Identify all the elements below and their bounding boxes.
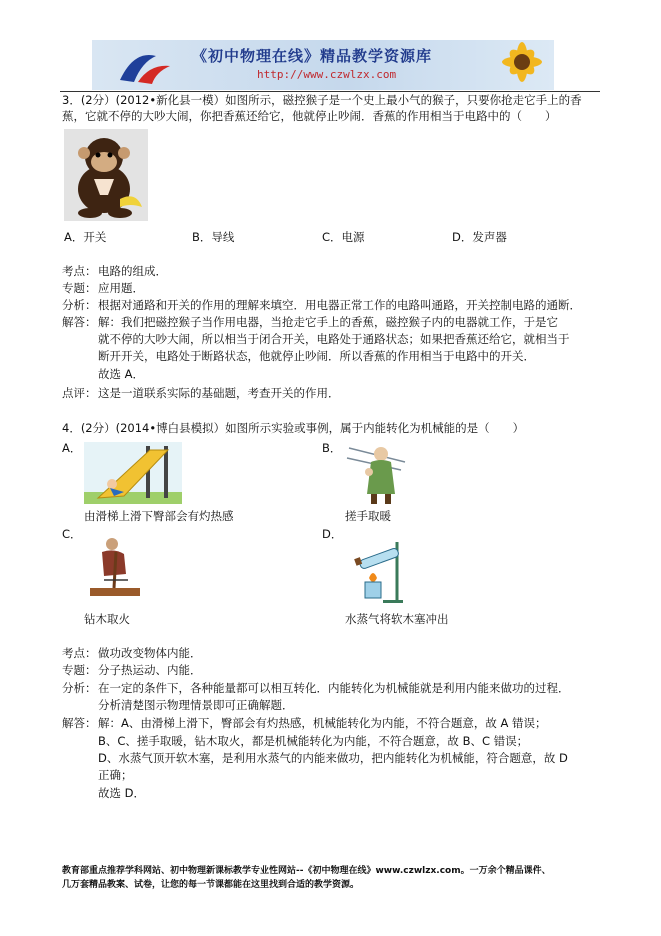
q4-jieda-line4: 正确； [98,768,133,782]
q3-option-d[interactable]: D．发声器 [452,230,507,244]
site-logo [112,46,182,86]
q3-kaodian: 电路的组成． [98,264,167,278]
footer-line2: 几万套精品教案、试卷，让您的每一节课都能在这里找到合适的教学资源。 [62,880,360,890]
q3-jieda-line1: 解：我们把磁控猴子当作用电器，当抢走它手上的香蕉，磁控猴子内的电器就工作，于是它 [98,315,558,329]
q3-fenxi-label: 分析： [62,298,97,312]
q3-option-b[interactable]: B．导线 [192,230,235,244]
q4-fenxi-label: 分析： [62,681,97,695]
q3-stem-line1: 3．(2分）(2012•新化县一模）如图所示，磁控猴子是一个史上最小气的猴子，只要你抢走它手上的香 [62,93,582,107]
q4-jieda-line3: D、水蒸气顶开软木塞，是利用水蒸气的内能来做功，把内能转化为机械能，符合题意，故 D [98,751,568,765]
q4-jieda-line5: 故选 D． [98,786,146,800]
q4-jieda-line1: 解：A、由滑梯上滑下，臀部会有灼热感，机械能转化为内能，不符合题意，故 A 错误； [98,716,547,730]
site-title: 《初中物理在线》精品教学资源库 [192,47,433,65]
q4-option-a-letter[interactable]: A． [62,441,82,455]
slide-image [84,442,182,504]
q4-caption-c: 钻木取火 [84,612,130,626]
drilling-wood-fire-image [84,534,146,600]
q4-caption-d: 水蒸气将软木塞冲出 [345,612,449,626]
q4-jieda-label: 解答： [62,716,97,730]
q3-option-c[interactable]: C．电源 [322,230,365,244]
rubbing-hands-image [345,438,417,506]
q3-jieda-line3: 断开开关，电路处于断路状态，他就停止吵闹．所以香蕉的作用相当于电路中的开关． [98,349,535,363]
q4-option-c-letter[interactable]: C． [62,527,82,541]
q3-jieda-line2: 就不停的大吵大闹，所以相当于闭合开关，电路处于通路状态；如果把香蕉还给它，就相当于 [98,332,570,346]
footer-line1: 教育部重点推荐学科网站、初中物理新课标教学专业性网站--《初中物理在线》www.czwlzx.com。一万余个精品课件、 [62,866,551,876]
q3-stem-line2: 蕉，它就不停的大吵大闹，你把香蕉还给它，他就停止吵闹．香蕉的作用相当于电路中的（ ） [62,109,557,123]
q3-option-a[interactable]: A．开关 [64,230,107,244]
q4-stem: 4．(2分）(2014•博白县模拟）如图所示实验或事例，属于内能转化为机械能的是（ ） [62,421,525,435]
q3-zhuanti-label: 专题： [62,281,97,295]
monkey-toy-image [64,129,148,221]
q4-jieda-line2: B、C、搓手取暖，钻木取火，都是机械能转化为内能，不符合题意，故 B、C 错误； [98,734,529,748]
steam-cork-test-tube-image [345,538,407,604]
q3-jieda-label: 解答： [62,315,97,329]
q3-fenxi: 根据对通路和开关的作用的理解来填空．用电器正常工作的电路叫通路，开关控制电路的通断． [98,298,581,312]
q4-option-d-letter[interactable]: D． [322,527,343,541]
q4-fenxi-line1: 在一定的条件下，各种能量都可以相互转化．内能转化为机械能就是利用内能来做功的过程． [98,681,570,695]
q4-zhuanti: 分子热运动、内能． [98,663,202,677]
q3-kaodian-label: 考点： [62,264,97,278]
q3-dianping: 这是一道联系实际的基础题，考查开关的作用． [98,386,340,400]
q3-dianping-label: 点评： [62,386,97,400]
q4-fenxi-line2: 分析清楚图示物理情景即可正确解题． [98,698,294,712]
q4-zhuanti-label: 专题： [62,663,97,677]
q3-zhuanti: 应用题． [98,281,144,295]
site-url[interactable]: http://www.czwlzx.com [257,68,397,81]
q4-caption-a: 由滑梯上滑下臀部会有灼热感 [84,509,234,523]
q4-kaodian-label: 考点： [62,646,97,660]
sunflower-icon [492,40,554,90]
q3-jieda-line4: 故选 A． [98,367,145,381]
q4-option-b-letter[interactable]: B． [322,441,342,455]
q4-caption-b: 搓手取暖 [345,509,391,523]
header-banner [92,40,554,90]
q4-kaodian: 做功改变物体内能． [98,646,202,660]
